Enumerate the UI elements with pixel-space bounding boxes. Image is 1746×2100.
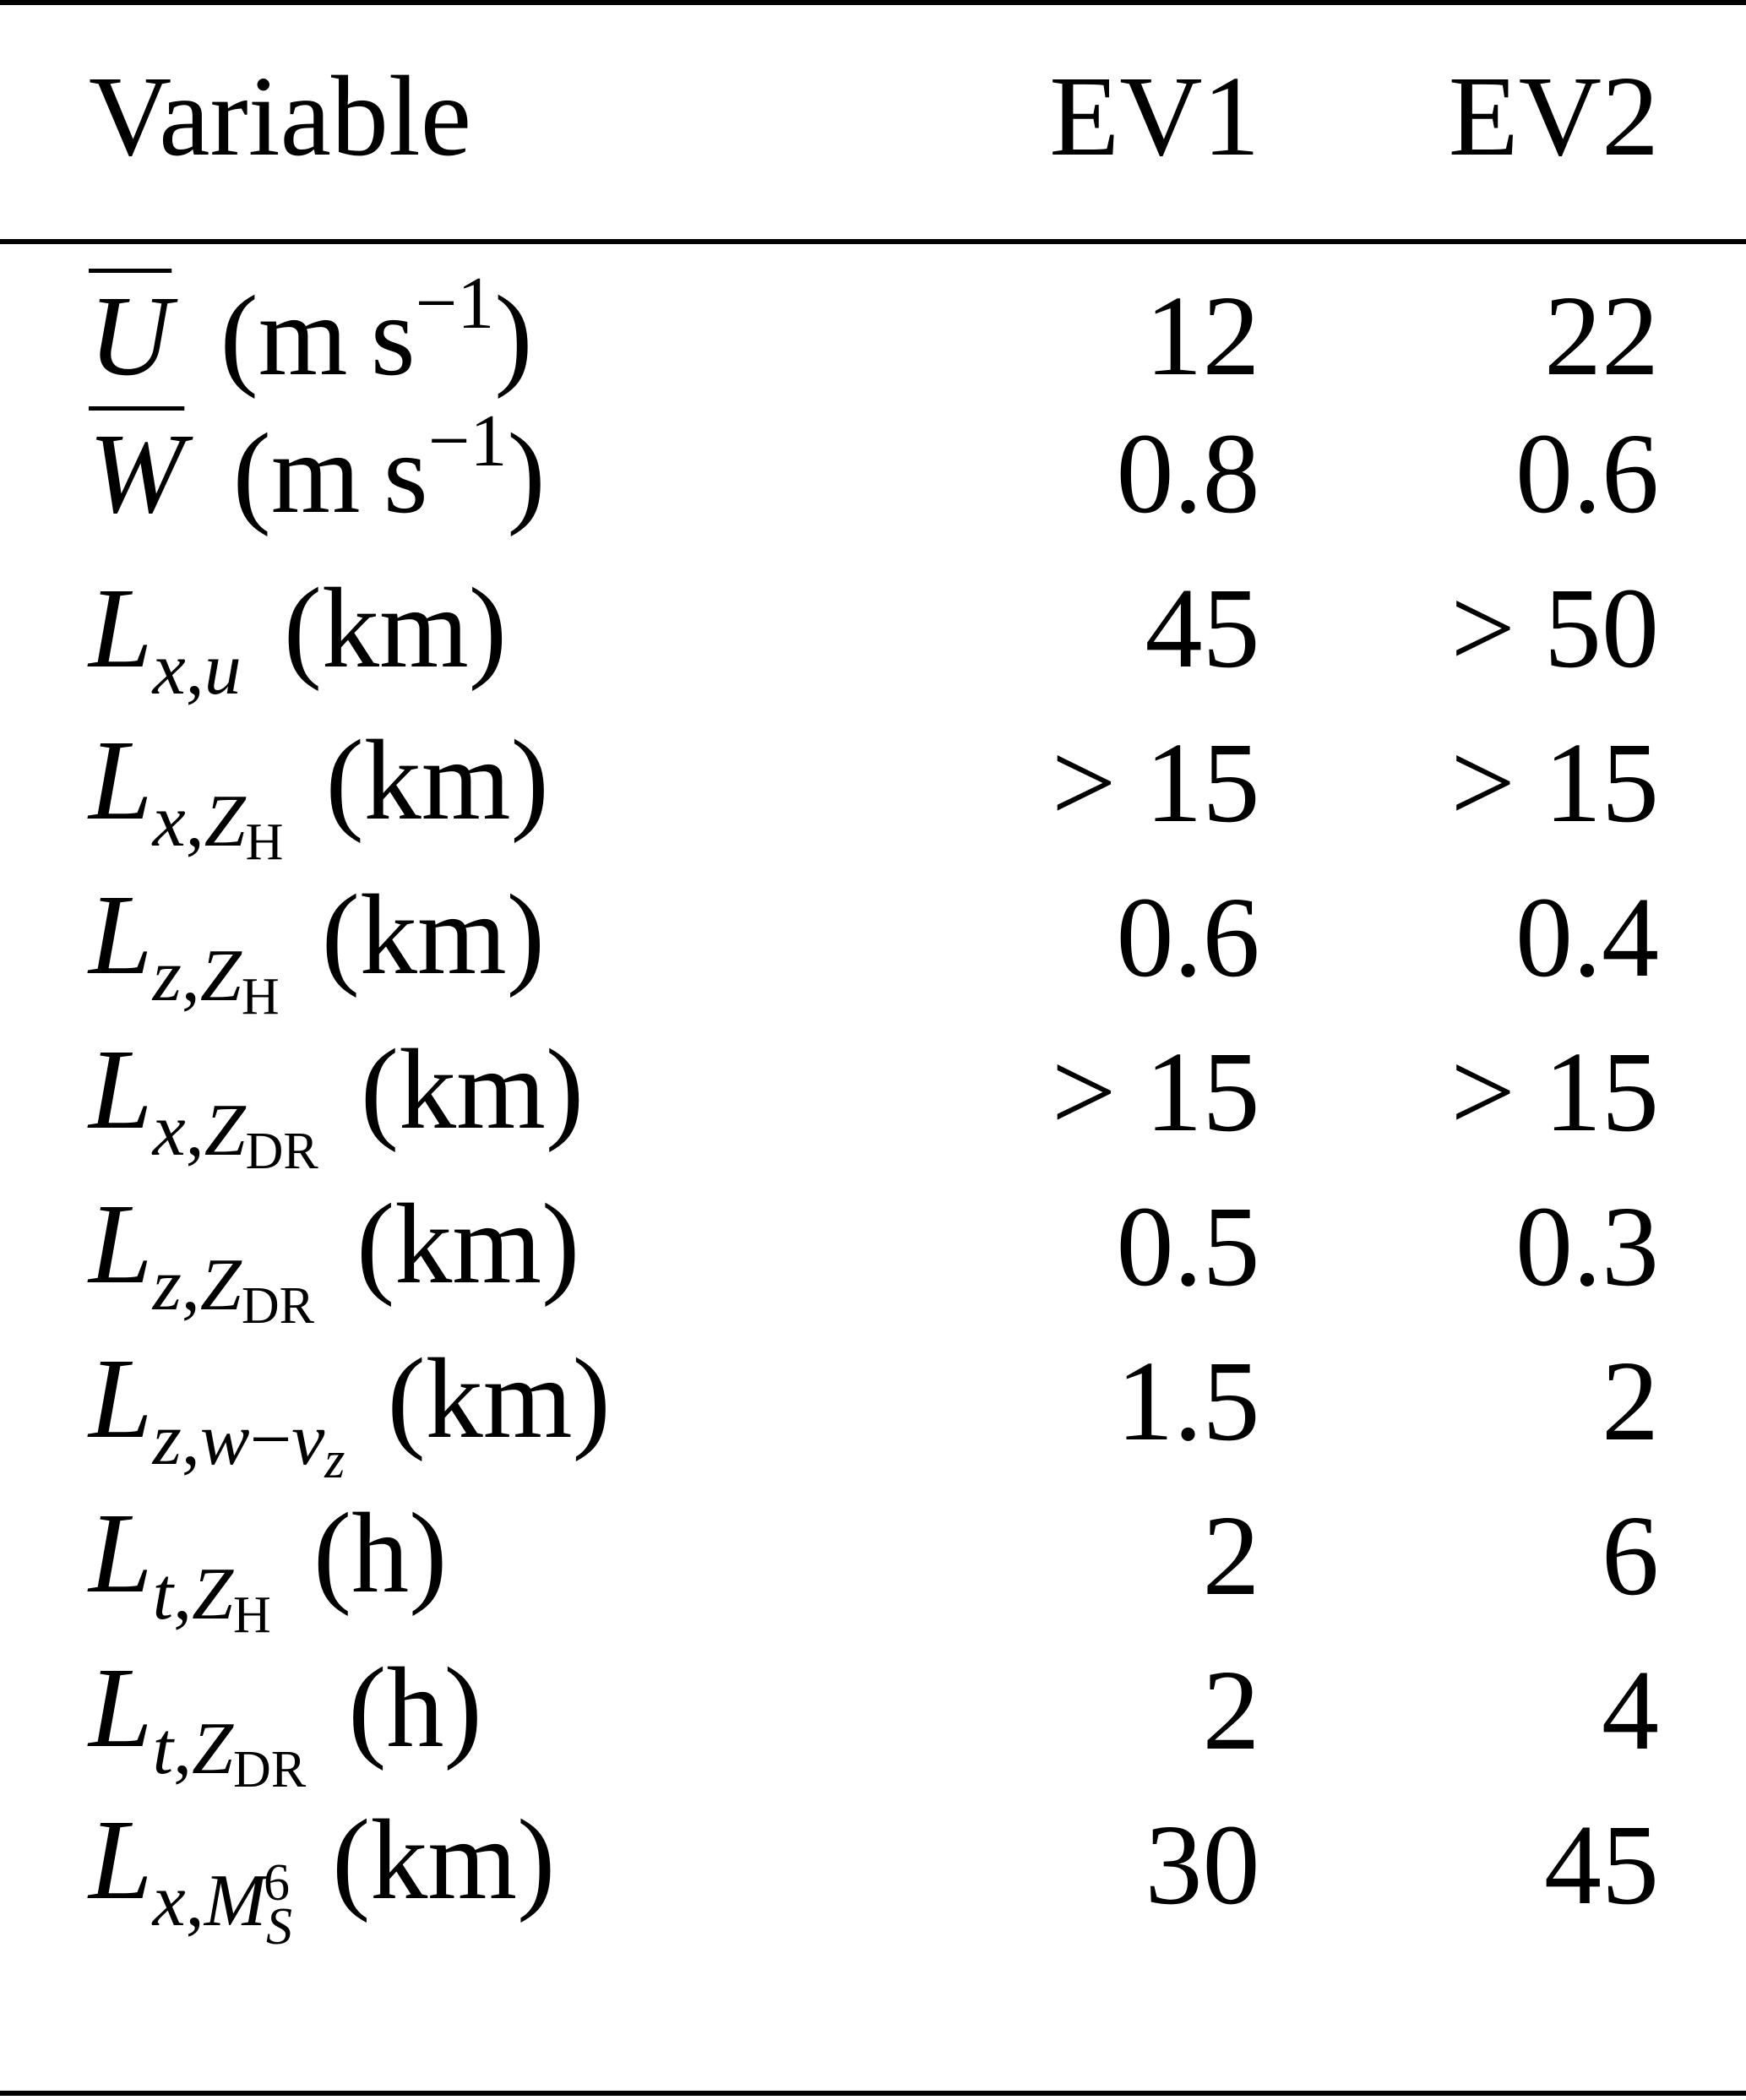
variable-symbol: L	[89, 717, 153, 844]
bottom-rule	[0, 2091, 1746, 2096]
variable-subscript: t,ZDR	[152, 1708, 307, 1798]
table-row	[0, 1787, 1746, 1942]
header-variable: Variable	[89, 53, 472, 180]
cell-variable	[0, 860, 894, 1026]
variable-unit: (km)	[254, 564, 508, 692]
variable-subscript: x,ZH	[152, 781, 284, 871]
cell-variable	[0, 1169, 894, 1335]
table-row	[0, 242, 1746, 396]
cell-ev1: 0.5	[1116, 1183, 1260, 1310]
cell-variable	[0, 551, 894, 710]
variable-unit: (km)	[292, 872, 545, 998]
table-row	[0, 551, 1746, 705]
variable-unit: (km)	[296, 717, 549, 844]
cell-ev2: 0.4	[1515, 873, 1659, 1001]
cell-ev2: 4	[1602, 1646, 1659, 1774]
header-ev2: EV2	[1448, 53, 1659, 180]
variable-subscript: z,ZH	[152, 935, 280, 1026]
variable-unit: (m $s^{-1}$)	[209, 400, 546, 537]
cell-ev2: 45	[1544, 1801, 1659, 1929]
table-row	[0, 396, 1746, 551]
variable-unit: (h)	[319, 1645, 482, 1771]
table-row	[0, 1169, 1746, 1324]
table-row	[0, 1478, 1746, 1633]
cell-ev1: 2	[1202, 1646, 1260, 1774]
variable-unit: (km)	[303, 1797, 556, 1923]
variable-unit: (km)	[331, 1026, 585, 1153]
variable-unit: (km)	[358, 1336, 611, 1462]
table-row	[0, 1015, 1746, 1169]
cell-variable	[0, 242, 894, 400]
table-row	[0, 1324, 1746, 1478]
variable-subscript: x,u	[152, 628, 242, 710]
variable-subscript: x,MS6	[152, 1854, 293, 1956]
cell-ev1: > 15	[1051, 719, 1260, 846]
variable-symbol: L	[89, 1797, 153, 1923]
cell-ev1: > 15	[1051, 1028, 1260, 1156]
table-row	[0, 1633, 1746, 1787]
table-body	[0, 242, 1746, 1956]
cell-ev1: 1.5	[1116, 1337, 1260, 1465]
variable-subscript: z,ZDR	[152, 1244, 314, 1335]
cell-ev2: 2	[1602, 1337, 1659, 1465]
cell-ev1: 0.6	[1116, 873, 1260, 1001]
table-row	[0, 860, 1746, 1015]
variable-symbol: L	[89, 1336, 153, 1462]
variable-symbol: L	[89, 1645, 153, 1771]
table-row	[0, 705, 1746, 860]
variable-subscript: x,ZDR	[152, 1090, 318, 1180]
cell-ev2: 6	[1602, 1492, 1659, 1619]
cell-variable	[0, 396, 894, 551]
variable-symbol: L	[89, 872, 153, 998]
cell-variable	[0, 1324, 894, 1489]
cell-variable	[0, 705, 894, 871]
cell-ev2: > 15	[1450, 1028, 1659, 1156]
cell-ev1: 12	[1145, 272, 1260, 400]
cell-ev1: 0.8	[1116, 410, 1260, 537]
cell-variable	[0, 1478, 894, 1644]
cell-variable	[0, 1633, 894, 1798]
variable-symbol: L	[89, 564, 153, 692]
variable-symbol: $\overline{U}$	[89, 272, 172, 400]
variable-symbol: L	[89, 1490, 153, 1617]
variable-unit: (h)	[284, 1490, 448, 1617]
cell-ev1: 30	[1145, 1801, 1260, 1929]
variable-symbol: $\overline{W}$	[89, 410, 185, 537]
cell-ev2: > 15	[1450, 719, 1659, 846]
cell-ev1: 2	[1202, 1492, 1260, 1619]
variable-symbol: L	[89, 1026, 153, 1153]
cell-ev2: 0.6	[1515, 410, 1659, 537]
cell-ev1: 45	[1145, 564, 1260, 692]
variable-symbol: L	[89, 1181, 153, 1308]
cell-ev2: > 50	[1450, 564, 1659, 692]
variable-unit: (m $s^{-1}$)	[197, 262, 533, 400]
cell-variable	[0, 1787, 894, 1956]
header-row	[0, 0, 1746, 242]
variable-unit: (km)	[327, 1181, 580, 1308]
cell-variable	[0, 1015, 894, 1180]
cell-ev2: 0.3	[1515, 1183, 1659, 1310]
cell-ev2: 22	[1544, 272, 1659, 400]
header-ev1: EV1	[1049, 53, 1260, 180]
variable-subscript: t,ZH	[152, 1553, 271, 1644]
variable-subscript: z,w−vz	[152, 1399, 345, 1489]
